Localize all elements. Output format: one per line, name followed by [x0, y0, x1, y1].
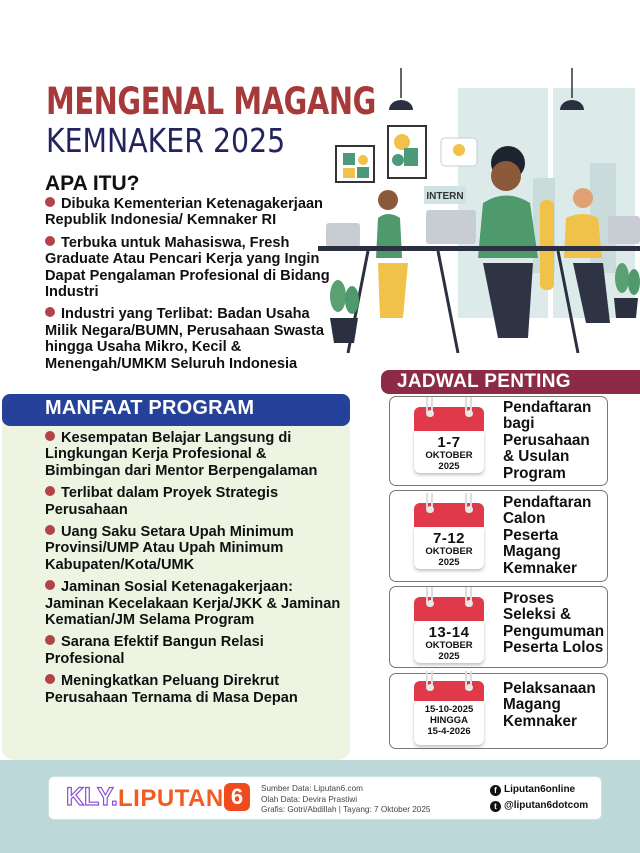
- schedule-desc: Proses Seleksi & Pengumuman Peserta Lolos: [503, 590, 605, 657]
- plant-pot-icon: [614, 298, 638, 318]
- lamp-icon: [389, 100, 413, 110]
- apa-itu-heading: APA ITU?: [45, 172, 140, 195]
- laptop-icon: [426, 210, 476, 244]
- calendar-icon: 15-10-2025 HINGGA 15-4-2026: [414, 681, 484, 745]
- laptop-icon: [608, 216, 640, 244]
- list-item: Industri yang Terlibat: Badan Usaha Milik Negara/BUMN, Perusahaan Swasta hingga Usaha Mikro, Kecil & Menengah/UMKM Seluruh Indonesia: [45, 306, 324, 372]
- laptop-icon: [326, 223, 360, 247]
- twitter-handle[interactable]: t @liputan6dotcom: [490, 800, 588, 812]
- list-item: Sarana Efektif Bangun Relasi Profesional: [45, 634, 264, 667]
- manfaat-list: [45, 430, 345, 712]
- page-title-line2: KEMNAKER 2025: [46, 121, 286, 160]
- person-head: [491, 161, 521, 191]
- schedule-card: [389, 490, 608, 582]
- bullet-icon: [45, 635, 55, 645]
- calendar-icon: 7-12 OKTOBER 2025: [414, 503, 484, 569]
- schedule-desc: Pendaftaran bagi Perusahaan & Usulan Program: [503, 399, 592, 482]
- liputan6-badge: 6: [224, 783, 250, 811]
- list-item: Kesempatan Belajar Langsung di Lingkungan Kerja Profesional & Bimbingan dari Mentor Berpengalaman: [45, 430, 318, 479]
- list-item: Terlibat dalam Proyek Strategis Perusahaan: [45, 485, 279, 518]
- schedule-desc: Pendaftaran Calon Peserta Magang Kemnaker: [503, 494, 592, 577]
- desk: [318, 246, 640, 251]
- apa-itu-list: [45, 196, 345, 378]
- office-illustration: [318, 68, 640, 368]
- page-title-line1: MENGENAL MAGANG: [46, 80, 376, 123]
- bullet-icon: [45, 525, 55, 535]
- list-item: Dibuka Kementerian Ketenagakerjaan Republik Indonesia/ Kemnaker RI: [45, 196, 323, 229]
- credits: Sumber Data: Liputan6.com Olah Data: Devira Prastiwi Grafis: Gotri/Abdillah | Tayang: 7 Oktober 2025: [261, 784, 431, 814]
- list-item: Uang Saku Setara Upah Minimum Provinsi/UMP Atau Upah Minimum Kabupaten/Kota/UMK: [45, 524, 294, 573]
- list-item: Jaminan Sosial Ketenagakerjaan: Jaminan Kecelakaan Kerja/JKK & Jaminan Kematian/JM Selama Program: [45, 579, 341, 629]
- calendar-icon: 1-7 OKTOBER 2025: [414, 407, 484, 473]
- schedule-card: [389, 673, 608, 749]
- schedule-card: [389, 396, 608, 486]
- twitter-icon: t: [490, 801, 501, 812]
- bullet-icon: [45, 674, 55, 684]
- plant-pot-icon: [330, 318, 358, 343]
- bullet-icon: [45, 197, 55, 207]
- facebook-handle[interactable]: f Liputan6online: [490, 784, 575, 796]
- calendar-icon: 13-14 OKTOBER 2025: [414, 597, 484, 663]
- lightbulb-icon: [453, 144, 465, 156]
- schedule-desc: Pelaksanaan Magang Kemnaker: [503, 680, 596, 730]
- jadwal-heading: JADWAL PENTING: [397, 371, 571, 392]
- manfaat-heading: MANFAAT PROGRAM: [45, 397, 255, 419]
- bullet-icon: [45, 580, 55, 590]
- kly-logo: KLY.: [66, 783, 118, 811]
- list-item: Terbuka untuk Mahasiswa, Fresh Graduate Atau Pencari Kerja yang Ingin Dapat Pengalaman Profesional di Bidang Industri: [45, 234, 330, 301]
- list-item: Meningkatkan Peluang Direkrut Perusahaan Ternama di Masa Depan: [45, 673, 298, 706]
- bullet-icon: [45, 236, 55, 246]
- bullet-icon: [45, 431, 55, 441]
- facebook-icon: f: [490, 785, 501, 796]
- schedule-card: [389, 586, 608, 668]
- intern-badge: INTERN: [426, 191, 464, 202]
- bullet-icon: [45, 307, 55, 317]
- bullet-icon: [45, 486, 55, 496]
- liputan-logo: LIPUTAN: [118, 785, 224, 812]
